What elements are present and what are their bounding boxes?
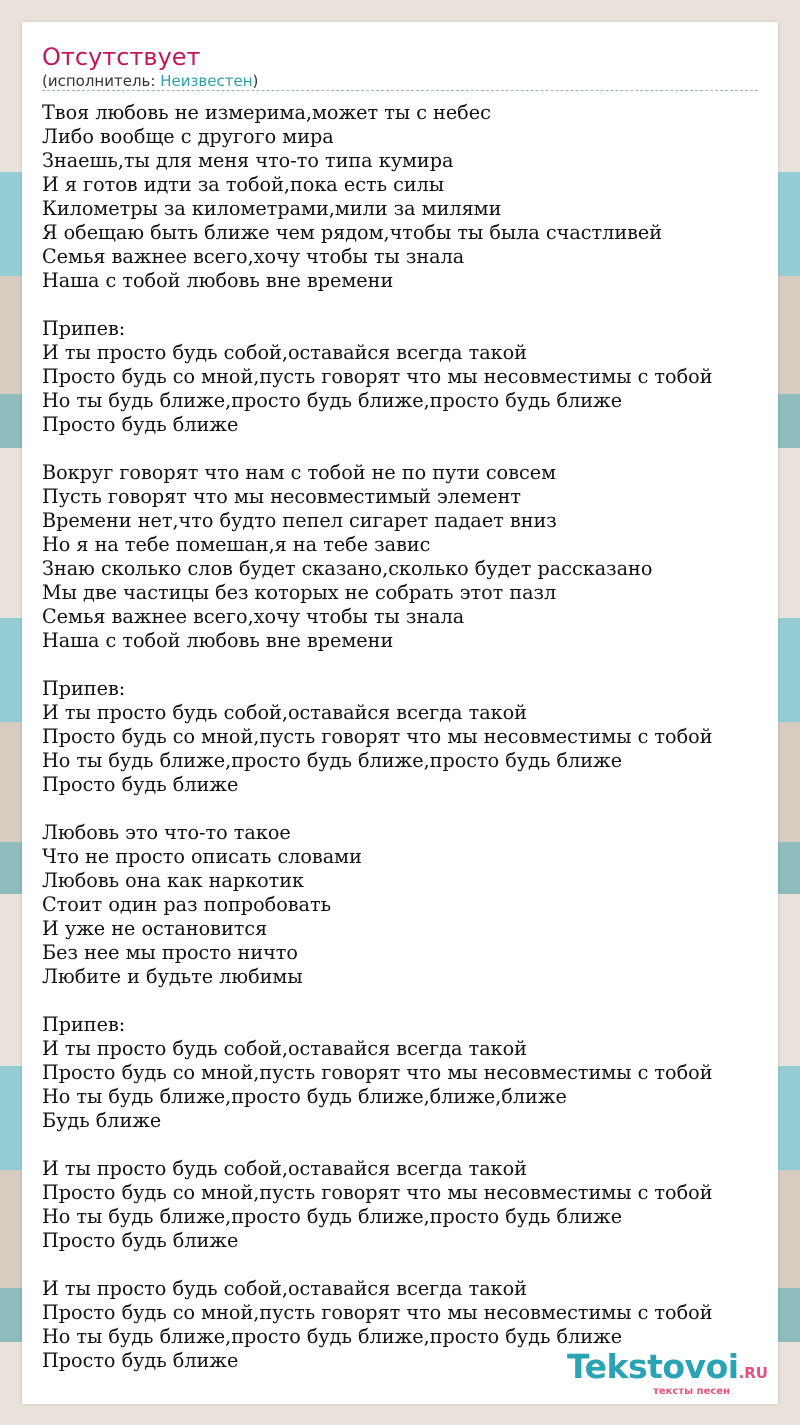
lyric-line: И ты просто будь собой,оставайся всегда такой: [42, 341, 527, 364]
lyric-blank-line: [42, 1253, 767, 1277]
lyric-line: Но ты будь ближе,просто будь ближе,просто будь ближе: [42, 1325, 623, 1348]
lyric-line: Будь ближе: [42, 1109, 162, 1132]
lyric-line: Просто будь со мной,пусть говорят что мы несовместимы с тобой: [42, 1181, 713, 1204]
lyric-line: Либо вообще с другого мира: [42, 125, 334, 148]
logo-tld: .RU: [738, 1364, 768, 1382]
lyric-line: И уже не остановится: [42, 917, 268, 940]
lyric-line: И ты просто будь собой,оставайся всегда такой: [42, 1037, 527, 1060]
lyrics-card: [22, 22, 778, 1404]
lyric-line: Семья важнее всего,хочу чтобы ты знала: [42, 605, 465, 628]
artist-line: [42, 71, 258, 91]
lyric-blank-line: [42, 989, 767, 1013]
lyric-blank-line: [42, 437, 767, 461]
lyric-line: Любовь она как наркотик: [42, 869, 305, 892]
lyric-line: Просто будь со мной,пусть говорят что мы несовместимы с тобой: [42, 1301, 713, 1324]
lyric-line: Я обещаю быть ближе чем рядом,чтобы ты была счастливей: [42, 221, 663, 244]
lyric-line: Просто будь со мной,пусть говорят что мы несовместимы с тобой: [42, 365, 713, 388]
lyric-line: И ты просто будь собой,оставайся всегда такой: [42, 701, 527, 724]
lyric-line: Любите и будьте любимы: [42, 965, 303, 988]
lyric-line: И ты просто будь собой,оставайся всегда такой: [42, 1277, 527, 1300]
lyric-line: Стоит один раз попробовать: [42, 893, 332, 916]
lyric-blank-line: [42, 293, 767, 317]
lyric-blank-line: [42, 1133, 767, 1157]
song-title: Отсутствует: [42, 43, 201, 71]
lyric-line: Любовь это что-то такое: [42, 821, 291, 844]
lyric-line: Наша с тобой любовь вне времени: [42, 269, 394, 292]
lyric-line: И ты просто будь собой,оставайся всегда такой: [42, 1157, 527, 1180]
lyric-line: Припев:: [42, 317, 126, 340]
lyric-line: Просто будь со мной,пусть говорят что мы несовместимы с тобой: [42, 725, 713, 748]
lyric-line: Мы две частицы без которых не собрать этот пазл: [42, 581, 557, 604]
lyric-line: Без нее мы просто ничто: [42, 941, 298, 964]
artist-suffix: ): [252, 72, 259, 90]
logo-subtitle: тексты песен: [653, 1386, 730, 1397]
lyric-line: Просто будь ближе: [42, 773, 239, 796]
lyric-line: Вокруг говорят что нам с тобой не по пути совсем: [42, 461, 557, 484]
lyric-line: Но ты будь ближе,просто будь ближе,просто будь ближе: [42, 749, 623, 772]
site-logo[interactable]: [567, 1347, 768, 1398]
logo-main-text: Tekstovoi: [567, 1347, 739, 1386]
lyric-line: Твоя любовь не измерима,может ты с небес: [42, 101, 491, 124]
lyric-line: Наша с тобой любовь вне времени: [42, 629, 394, 652]
lyric-blank-line: [42, 653, 767, 677]
lyric-line: Но ты будь ближе,просто будь ближе,просто будь ближе: [42, 1205, 623, 1228]
lyrics-text: [42, 101, 767, 1373]
title-divider: [42, 90, 758, 91]
lyric-line: И я готов идти за тобой,пока есть силы: [42, 173, 445, 196]
lyric-line: Просто будь ближе: [42, 413, 239, 436]
logo-wordmark: [567, 1347, 768, 1390]
lyric-line: Километры за километрами,мили за милями: [42, 197, 502, 220]
artist-prefix: (исполнитель:: [42, 72, 161, 90]
lyric-line: Знаю сколько слов будет сказано,сколько будет рассказано: [42, 557, 653, 580]
lyric-line: Но ты будь ближе,просто будь ближе,просто будь ближе: [42, 389, 623, 412]
lyric-line: Просто будь со мной,пусть говорят что мы несовместимы с тобой: [42, 1061, 713, 1084]
lyric-blank-line: [42, 797, 767, 821]
lyric-line: Времени нет,что будто пепел сигарет падает вниз: [42, 509, 557, 532]
lyric-line: Пусть говорят что мы несовместимый элемент: [42, 485, 521, 508]
lyric-line: Просто будь ближе: [42, 1229, 239, 1252]
lyric-line: Но ты будь ближе,просто будь ближе,ближе,ближе: [42, 1085, 567, 1108]
lyric-line: Припев:: [42, 1013, 126, 1036]
lyric-line: Просто будь ближе: [42, 1349, 239, 1372]
artist-link[interactable]: Неизвестен: [160, 72, 253, 90]
lyric-line: Припев:: [42, 677, 126, 700]
lyric-line: Что не просто описать словами: [42, 845, 362, 868]
lyric-line: Семья важнее всего,хочу чтобы ты знала: [42, 245, 465, 268]
lyric-line: Но я на тебе помешан,я на тебе завис: [42, 533, 431, 556]
lyric-line: Знаешь,ты для меня что-то типа кумира: [42, 149, 454, 172]
